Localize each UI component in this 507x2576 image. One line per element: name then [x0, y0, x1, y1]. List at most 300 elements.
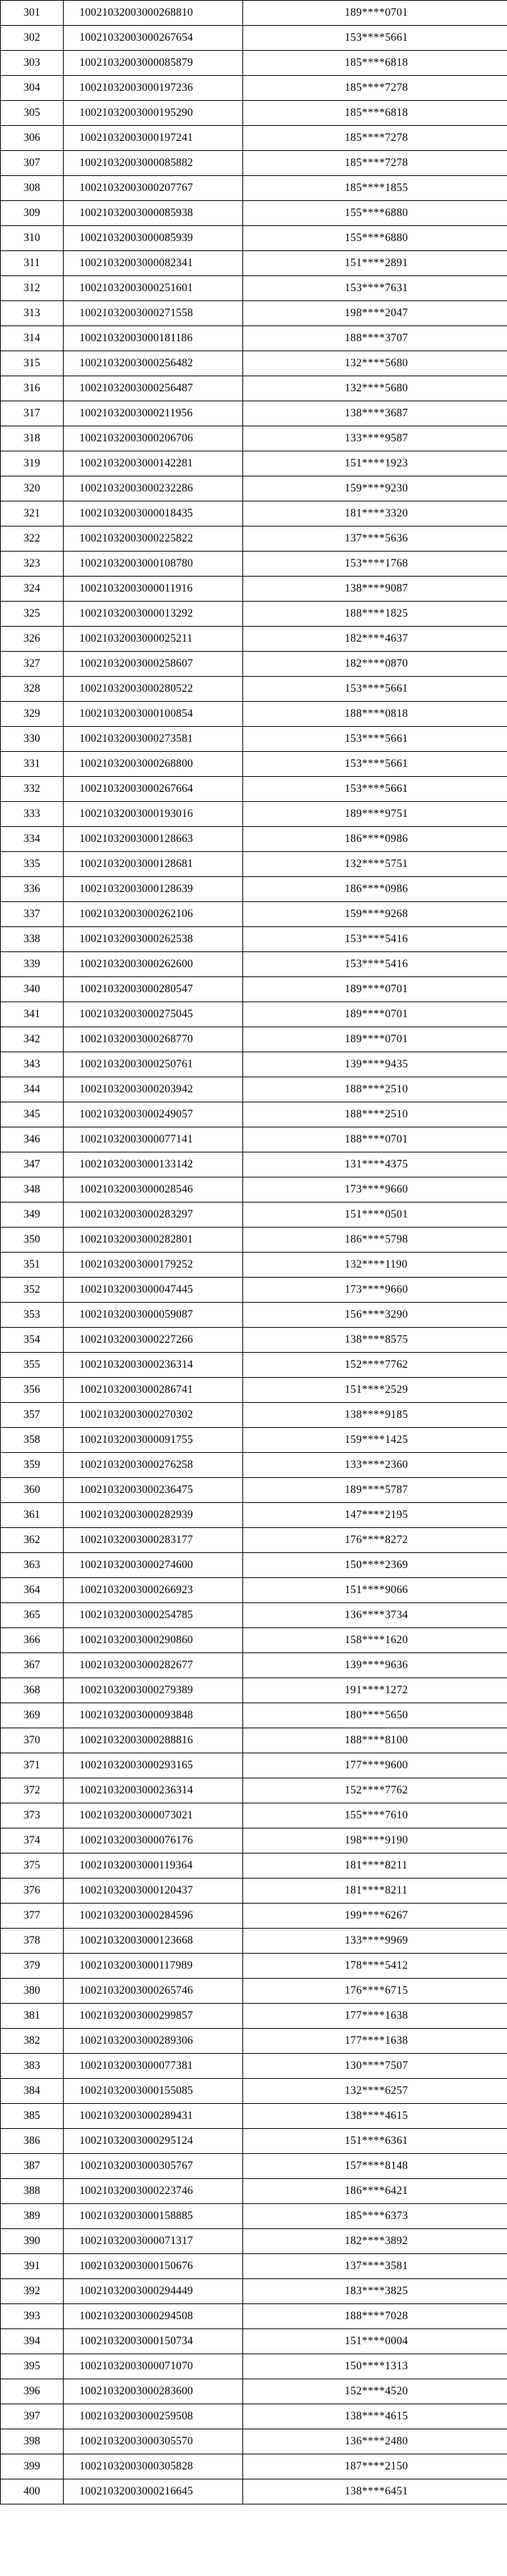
record-id-cell: 10021032003000150734 [64, 2329, 243, 2354]
phone-number-cell: 198****2047 [243, 301, 507, 326]
row-index-cell: 317 [1, 401, 64, 426]
record-id-cell: 10021032003000295124 [64, 2129, 243, 2154]
record-id-cell: 10021032003000085939 [64, 226, 243, 251]
table-row [1, 2354, 507, 2379]
table-row [1, 777, 507, 802]
record-id-cell: 10021032003000282939 [64, 1503, 243, 1528]
phone-number-cell: 189****0701 [243, 1, 507, 26]
phone-number-cell: 151****0004 [243, 2329, 507, 2354]
row-index-cell: 387 [1, 2154, 64, 2179]
phone-number-cell: 176****6715 [243, 1979, 507, 2004]
record-id-cell: 10021032003000283600 [64, 2379, 243, 2404]
record-id-cell: 10021032003000025211 [64, 627, 243, 652]
phone-number-cell: 178****5412 [243, 1954, 507, 1979]
row-index-cell: 384 [1, 2079, 64, 2104]
phone-number-cell: 186****0986 [243, 827, 507, 852]
row-index-cell: 327 [1, 652, 64, 677]
row-index-cell: 391 [1, 2254, 64, 2279]
phone-number-cell: 151****1923 [243, 451, 507, 476]
table-row [1, 1478, 507, 1503]
record-id-cell: 10021032003000273581 [64, 727, 243, 752]
record-id-cell: 10021032003000091755 [64, 1428, 243, 1453]
table-row [1, 652, 507, 677]
row-index-cell: 306 [1, 126, 64, 151]
record-id-cell: 10021032003000059087 [64, 1303, 243, 1328]
record-id-cell: 10021032003000236475 [64, 1478, 243, 1503]
phone-number-cell: 138****4615 [243, 2104, 507, 2129]
phone-number-cell: 159****1425 [243, 1428, 507, 1453]
phone-number-cell: 151****2529 [243, 1378, 507, 1403]
table-row [1, 1328, 507, 1353]
row-index-cell: 383 [1, 2054, 64, 2079]
table-row [1, 101, 507, 126]
phone-number-cell: 139****9435 [243, 1052, 507, 1077]
phone-number-cell: 188****3707 [243, 326, 507, 351]
row-index-cell: 313 [1, 301, 64, 326]
record-id-cell: 10021032003000290860 [64, 1628, 243, 1653]
row-index-cell: 367 [1, 1653, 64, 1678]
row-index-cell: 325 [1, 602, 64, 627]
phone-number-cell: 181****8211 [243, 1853, 507, 1879]
record-id-cell: 10021032003000073021 [64, 1803, 243, 1828]
row-index-cell: 356 [1, 1378, 64, 1403]
phone-number-cell: 139****9636 [243, 1653, 507, 1678]
row-index-cell: 303 [1, 51, 64, 76]
record-id-cell: 10021032003000274600 [64, 1553, 243, 1578]
row-index-cell: 350 [1, 1228, 64, 1253]
record-id-cell: 10021032003000077381 [64, 2054, 243, 2079]
row-index-cell: 311 [1, 251, 64, 276]
row-index-cell: 346 [1, 1127, 64, 1152]
row-index-cell: 305 [1, 101, 64, 126]
phone-number-cell: 185****6818 [243, 101, 507, 126]
table-row [1, 1203, 507, 1228]
record-id-cell: 10021032003000197236 [64, 76, 243, 101]
record-id-cell: 10021032003000077141 [64, 1127, 243, 1152]
phone-number-cell: 186****5798 [243, 1228, 507, 1253]
row-index-cell: 348 [1, 1177, 64, 1203]
table-row [1, 176, 507, 201]
phone-number-cell: 189****0701 [243, 977, 507, 1002]
phone-number-cell: 177****9600 [243, 1753, 507, 1778]
table-row [1, 2329, 507, 2354]
phone-number-cell: 189****9751 [243, 802, 507, 827]
phone-number-cell: 153****5661 [243, 777, 507, 802]
phone-number-cell: 153****5416 [243, 952, 507, 977]
row-index-cell: 385 [1, 2104, 64, 2129]
record-id-cell: 10021032003000282677 [64, 1653, 243, 1678]
row-index-cell: 331 [1, 752, 64, 777]
row-index-cell: 340 [1, 977, 64, 1002]
record-id-cell: 10021032003000047445 [64, 1278, 243, 1303]
row-index-cell: 329 [1, 702, 64, 727]
record-id-cell: 10021032003000076176 [64, 1828, 243, 1853]
table-row [1, 1503, 507, 1528]
row-index-cell: 382 [1, 2029, 64, 2054]
table-row [1, 1979, 507, 2004]
record-id-cell: 10021032003000085882 [64, 151, 243, 176]
phone-number-cell: 150****2369 [243, 1553, 507, 1578]
row-index-cell: 349 [1, 1203, 64, 1228]
record-id-cell: 10021032003000119364 [64, 1853, 243, 1879]
row-index-cell: 378 [1, 1929, 64, 1954]
record-id-cell: 10021032003000282801 [64, 1228, 243, 1253]
record-id-cell: 10021032003000123668 [64, 1929, 243, 1954]
table-row [1, 1127, 507, 1152]
table-row [1, 1678, 507, 1703]
row-index-cell: 362 [1, 1528, 64, 1553]
row-index-cell: 364 [1, 1578, 64, 1603]
phone-number-cell: 136****3734 [243, 1603, 507, 1628]
row-index-cell: 363 [1, 1553, 64, 1578]
row-index-cell: 345 [1, 1102, 64, 1127]
phone-number-cell: 188****2510 [243, 1102, 507, 1127]
phone-number-cell: 152****4520 [243, 2379, 507, 2404]
table-row [1, 1753, 507, 1778]
row-index-cell: 386 [1, 2129, 64, 2154]
row-index-cell: 308 [1, 176, 64, 201]
record-id-cell: 10021032003000268810 [64, 1, 243, 26]
record-id-cell: 10021032003000293165 [64, 1753, 243, 1778]
record-id-cell: 10021032003000280547 [64, 977, 243, 1002]
row-index-cell: 319 [1, 451, 64, 476]
table-row [1, 451, 507, 476]
table-row [1, 1628, 507, 1653]
table-row [1, 201, 507, 226]
table-row [1, 1803, 507, 1828]
record-id-cell: 10021032003000100854 [64, 702, 243, 727]
phone-number-cell: 186****6421 [243, 2179, 507, 2204]
row-index-cell: 318 [1, 426, 64, 451]
phone-number-cell: 133****9587 [243, 426, 507, 451]
phone-number-cell: 153****5661 [243, 752, 507, 777]
phone-number-cell: 155****6880 [243, 201, 507, 226]
row-index-cell: 395 [1, 2354, 64, 2379]
phone-number-cell: 153****1768 [243, 552, 507, 577]
table-row [1, 852, 507, 877]
table-row [1, 76, 507, 101]
phone-number-cell: 185****7278 [243, 151, 507, 176]
table-row [1, 752, 507, 777]
row-index-cell: 347 [1, 1152, 64, 1177]
table-row [1, 1778, 507, 1803]
row-index-cell: 354 [1, 1328, 64, 1353]
record-id-cell: 10021032003000270302 [64, 1403, 243, 1428]
record-id-cell: 10021032003000158885 [64, 2204, 243, 2229]
table-row [1, 1653, 507, 1678]
phone-number-cell: 188****1825 [243, 602, 507, 627]
table-row [1, 1828, 507, 1853]
phone-number-cell: 132****5751 [243, 852, 507, 877]
record-id-cell: 10021032003000155085 [64, 2079, 243, 2104]
phone-number-cell: 153****7631 [243, 276, 507, 301]
row-index-cell: 304 [1, 76, 64, 101]
table-row [1, 226, 507, 251]
table-row [1, 1, 507, 26]
phone-number-cell: 182****4637 [243, 627, 507, 652]
row-index-cell: 394 [1, 2329, 64, 2354]
row-index-cell: 399 [1, 2454, 64, 2479]
table-row [1, 2004, 507, 2029]
record-id-cell: 10021032003000267654 [64, 26, 243, 51]
record-id-cell: 10021032003000085938 [64, 201, 243, 226]
record-id-cell: 10021032003000266923 [64, 1578, 243, 1603]
phone-number-cell: 151****9066 [243, 1578, 507, 1603]
table-row [1, 977, 507, 1002]
phone-number-cell: 151****0501 [243, 1203, 507, 1228]
row-index-cell: 370 [1, 1728, 64, 1753]
table-row [1, 1303, 507, 1328]
record-id-cell: 10021032003000128663 [64, 827, 243, 852]
record-id-cell: 10021032003000305767 [64, 2154, 243, 2179]
record-id-cell: 10021032003000256482 [64, 351, 243, 376]
row-index-cell: 336 [1, 877, 64, 902]
phone-number-cell: 181****3320 [243, 501, 507, 527]
record-id-cell: 10021032003000018435 [64, 501, 243, 527]
phone-number-cell: 176****8272 [243, 1528, 507, 1553]
row-index-cell: 377 [1, 1904, 64, 1929]
row-index-cell: 312 [1, 276, 64, 301]
record-id-cell: 10021032003000275045 [64, 1002, 243, 1027]
table-row [1, 1703, 507, 1728]
table-row [1, 2079, 507, 2104]
record-id-cell: 10021032003000259508 [64, 2404, 243, 2429]
table-row [1, 2279, 507, 2304]
row-index-cell: 380 [1, 1979, 64, 2004]
phone-number-cell: 191****1272 [243, 1678, 507, 1703]
table-row [1, 702, 507, 727]
phone-number-cell: 150****1313 [243, 2354, 507, 2379]
record-id-cell: 10021032003000193016 [64, 802, 243, 827]
table-row [1, 1077, 507, 1102]
row-index-cell: 398 [1, 2429, 64, 2454]
phone-number-cell: 182****0870 [243, 652, 507, 677]
row-index-cell: 369 [1, 1703, 64, 1728]
row-index-cell: 334 [1, 827, 64, 852]
table-row [1, 1528, 507, 1553]
record-id-cell: 10021032003000294508 [64, 2304, 243, 2329]
row-index-cell: 338 [1, 927, 64, 952]
record-id-cell: 10021032003000256487 [64, 376, 243, 401]
table-row [1, 677, 507, 702]
phone-number-cell: 138****3687 [243, 401, 507, 426]
row-index-cell: 374 [1, 1828, 64, 1853]
record-id-cell: 10021032003000207767 [64, 176, 243, 201]
row-index-cell: 361 [1, 1503, 64, 1528]
row-index-cell: 333 [1, 802, 64, 827]
phone-number-cell: 132****6257 [243, 2079, 507, 2104]
record-id-cell: 10021032003000150676 [64, 2254, 243, 2279]
phone-number-cell: 136****2480 [243, 2429, 507, 2454]
table-row [1, 2429, 507, 2454]
record-id-cell: 10021032003000028546 [64, 1177, 243, 1203]
record-id-cell: 10021032003000289306 [64, 2029, 243, 2054]
table-row [1, 952, 507, 977]
phone-number-cell: 151****2891 [243, 251, 507, 276]
record-id-cell: 10021032003000071317 [64, 2229, 243, 2254]
record-id-cell: 10021032003000225822 [64, 527, 243, 552]
table-row [1, 301, 507, 326]
row-index-cell: 337 [1, 902, 64, 927]
record-id-cell: 10021032003000250761 [64, 1052, 243, 1077]
record-id-cell: 10021032003000120437 [64, 1879, 243, 1904]
row-index-cell: 357 [1, 1403, 64, 1428]
phone-number-cell: 159****9268 [243, 902, 507, 927]
row-index-cell: 314 [1, 326, 64, 351]
table-row [1, 1603, 507, 1628]
record-id-cell: 10021032003000262538 [64, 927, 243, 952]
record-id-cell: 10021032003000249057 [64, 1102, 243, 1127]
table-row [1, 2154, 507, 2179]
row-index-cell: 381 [1, 2004, 64, 2029]
row-index-cell: 343 [1, 1052, 64, 1077]
row-index-cell: 328 [1, 677, 64, 702]
row-index-cell: 360 [1, 1478, 64, 1503]
phone-number-cell: 147****2195 [243, 1503, 507, 1528]
phone-number-cell: 155****6880 [243, 226, 507, 251]
phone-number-cell: 177****1638 [243, 2029, 507, 2054]
phone-number-cell: 185****7278 [243, 76, 507, 101]
table-row [1, 1853, 507, 1879]
row-index-cell: 379 [1, 1954, 64, 1979]
phone-number-cell: 185****6373 [243, 2204, 507, 2229]
phone-number-cell: 159****9230 [243, 476, 507, 501]
record-id-cell: 10021032003000279389 [64, 1678, 243, 1703]
table-row [1, 902, 507, 927]
phone-number-cell: 186****0986 [243, 877, 507, 902]
row-index-cell: 371 [1, 1753, 64, 1778]
record-id-cell: 10021032003000203942 [64, 1077, 243, 1102]
record-id-cell: 10021032003000268800 [64, 752, 243, 777]
phone-number-cell: 152****7762 [243, 1778, 507, 1803]
table-row [1, 927, 507, 952]
row-index-cell: 390 [1, 2229, 64, 2254]
record-id-cell: 10021032003000197241 [64, 126, 243, 151]
table-body [1, 1, 507, 2504]
table-row [1, 351, 507, 376]
table-row [1, 1278, 507, 1303]
row-index-cell: 397 [1, 2404, 64, 2429]
phone-number-cell: 153****5661 [243, 727, 507, 752]
record-id-cell: 10021032003000299857 [64, 2004, 243, 2029]
table-row [1, 2454, 507, 2479]
phone-number-cell: 138****6451 [243, 2479, 507, 2504]
row-index-cell: 373 [1, 1803, 64, 1828]
record-id-cell: 10021032003000108780 [64, 552, 243, 577]
record-id-cell: 10021032003000211956 [64, 401, 243, 426]
record-id-cell: 10021032003000267664 [64, 777, 243, 802]
table-row [1, 1152, 507, 1177]
table-row [1, 2379, 507, 2404]
table-row [1, 727, 507, 752]
row-index-cell: 330 [1, 727, 64, 752]
table-row [1, 1403, 507, 1428]
row-index-cell: 358 [1, 1428, 64, 1453]
row-index-cell: 351 [1, 1253, 64, 1278]
row-index-cell: 392 [1, 2279, 64, 2304]
table-row [1, 1929, 507, 1954]
table-row [1, 1228, 507, 1253]
table-row [1, 126, 507, 151]
phone-number-cell: 187****2150 [243, 2454, 507, 2479]
record-id-cell: 10021032003000011916 [64, 577, 243, 602]
row-index-cell: 344 [1, 1077, 64, 1102]
table-row [1, 1253, 507, 1278]
row-index-cell: 342 [1, 1027, 64, 1052]
record-id-cell: 10021032003000284596 [64, 1904, 243, 1929]
phone-number-cell: 137****5636 [243, 527, 507, 552]
phone-number-cell: 153****5661 [243, 677, 507, 702]
row-index-cell: 353 [1, 1303, 64, 1328]
phone-number-cell: 133****9969 [243, 1929, 507, 1954]
table-row [1, 1027, 507, 1052]
phone-number-cell: 185****6818 [243, 51, 507, 76]
record-id-cell: 10021032003000179252 [64, 1253, 243, 1278]
record-id-cell: 10021032003000232286 [64, 476, 243, 501]
row-index-cell: 321 [1, 501, 64, 527]
row-index-cell: 359 [1, 1453, 64, 1478]
phone-number-cell: 132****5680 [243, 351, 507, 376]
row-index-cell: 375 [1, 1853, 64, 1879]
record-id-cell: 10021032003000262600 [64, 952, 243, 977]
table-row [1, 151, 507, 176]
record-id-cell: 10021032003000289431 [64, 2104, 243, 2129]
record-id-cell: 10021032003000206706 [64, 426, 243, 451]
record-id-cell: 10021032003000288816 [64, 1728, 243, 1753]
row-index-cell: 324 [1, 577, 64, 602]
table-row [1, 1002, 507, 1027]
table-row [1, 2179, 507, 2204]
row-index-cell: 368 [1, 1678, 64, 1703]
record-id-cell: 10021032003000128639 [64, 877, 243, 902]
table-row [1, 552, 507, 577]
record-id-cell: 10021032003000265746 [64, 1979, 243, 2004]
phone-number-cell: 152****7762 [243, 1353, 507, 1378]
row-index-cell: 365 [1, 1603, 64, 1628]
record-id-cell: 10021032003000286741 [64, 1378, 243, 1403]
row-index-cell: 339 [1, 952, 64, 977]
table-row [1, 1428, 507, 1453]
row-index-cell: 355 [1, 1353, 64, 1378]
row-index-cell: 315 [1, 351, 64, 376]
phone-number-cell: 151****6361 [243, 2129, 507, 2154]
record-id-cell: 10021032003000227266 [64, 1328, 243, 1353]
phone-number-cell: 138****8575 [243, 1328, 507, 1353]
phone-number-cell: 158****1620 [243, 1628, 507, 1653]
phone-number-cell: 130****7507 [243, 2054, 507, 2079]
record-id-cell: 10021032003000013292 [64, 602, 243, 627]
row-index-cell: 309 [1, 201, 64, 226]
table-row [1, 827, 507, 852]
table-row [1, 2404, 507, 2429]
row-index-cell: 323 [1, 552, 64, 577]
phone-number-cell: 183****3825 [243, 2279, 507, 2304]
record-id-cell: 10021032003000283297 [64, 1203, 243, 1228]
table-row [1, 1954, 507, 1979]
record-id-cell: 10021032003000082341 [64, 251, 243, 276]
table-row [1, 2029, 507, 2054]
record-id-cell: 10021032003000276258 [64, 1453, 243, 1478]
phone-number-cell: 189****0701 [243, 1002, 507, 1027]
table-row [1, 577, 507, 602]
table-row [1, 2304, 507, 2329]
phone-number-cell: 156****3290 [243, 1303, 507, 1328]
phone-number-cell: 188****7028 [243, 2304, 507, 2329]
row-index-cell: 301 [1, 1, 64, 26]
phone-number-cell: 173****9660 [243, 1278, 507, 1303]
row-index-cell: 320 [1, 476, 64, 501]
table-row [1, 251, 507, 276]
